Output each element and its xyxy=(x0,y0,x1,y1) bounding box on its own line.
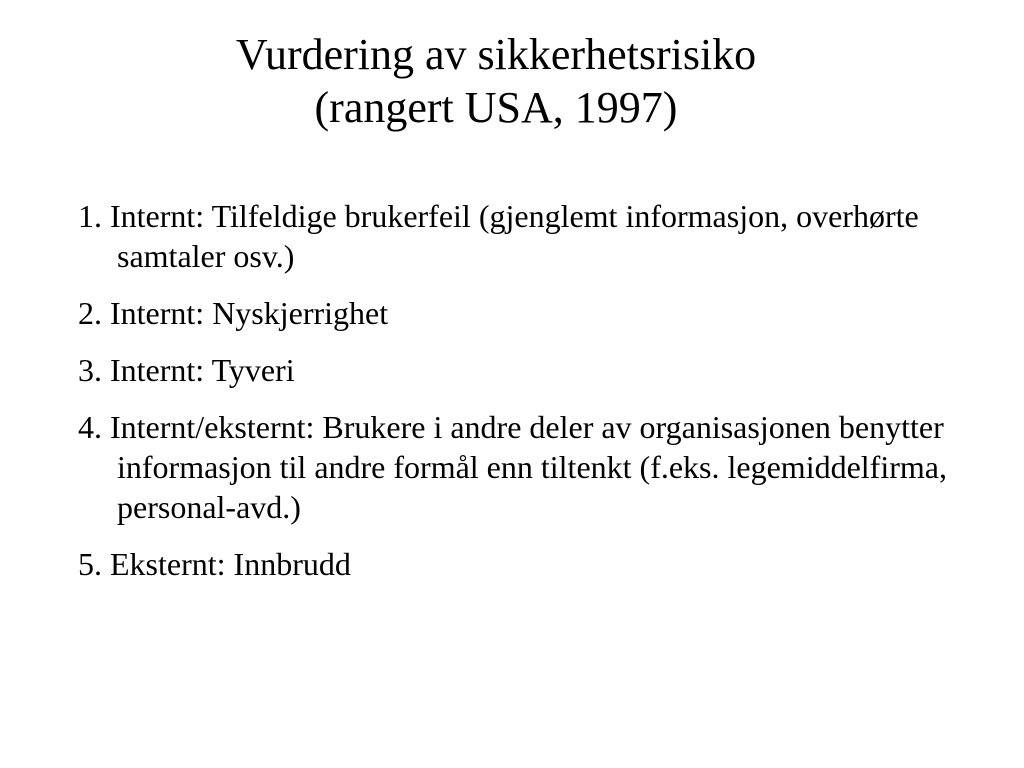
list-item-1: 1. Internt: Tilfeldige brukerfeil (gjenglemt informasjon, overhørte samtaler osv.) xyxy=(78,198,919,274)
list-item-5: 5. Eksternt: Innbrudd xyxy=(78,546,351,582)
title-line-1: Vurdering av sikkerhetsrisiko xyxy=(235,30,757,79)
slide-title xyxy=(0,28,992,134)
title-line-2: (rangert USA, 1997) xyxy=(314,83,678,132)
risk-list xyxy=(78,196,978,601)
list-item-2: 2. Internt: Nyskjerrighet xyxy=(78,295,389,331)
list-item-4: 4. Internt/eksternt: Brukere i andre deler av organisasjonen benytter informasjon til andre formål enn tiltenkt (f.eks. legemiddelfirma, personal-avd.) xyxy=(78,409,947,525)
list-item-3: 3. Internt: Tyveri xyxy=(78,352,295,388)
